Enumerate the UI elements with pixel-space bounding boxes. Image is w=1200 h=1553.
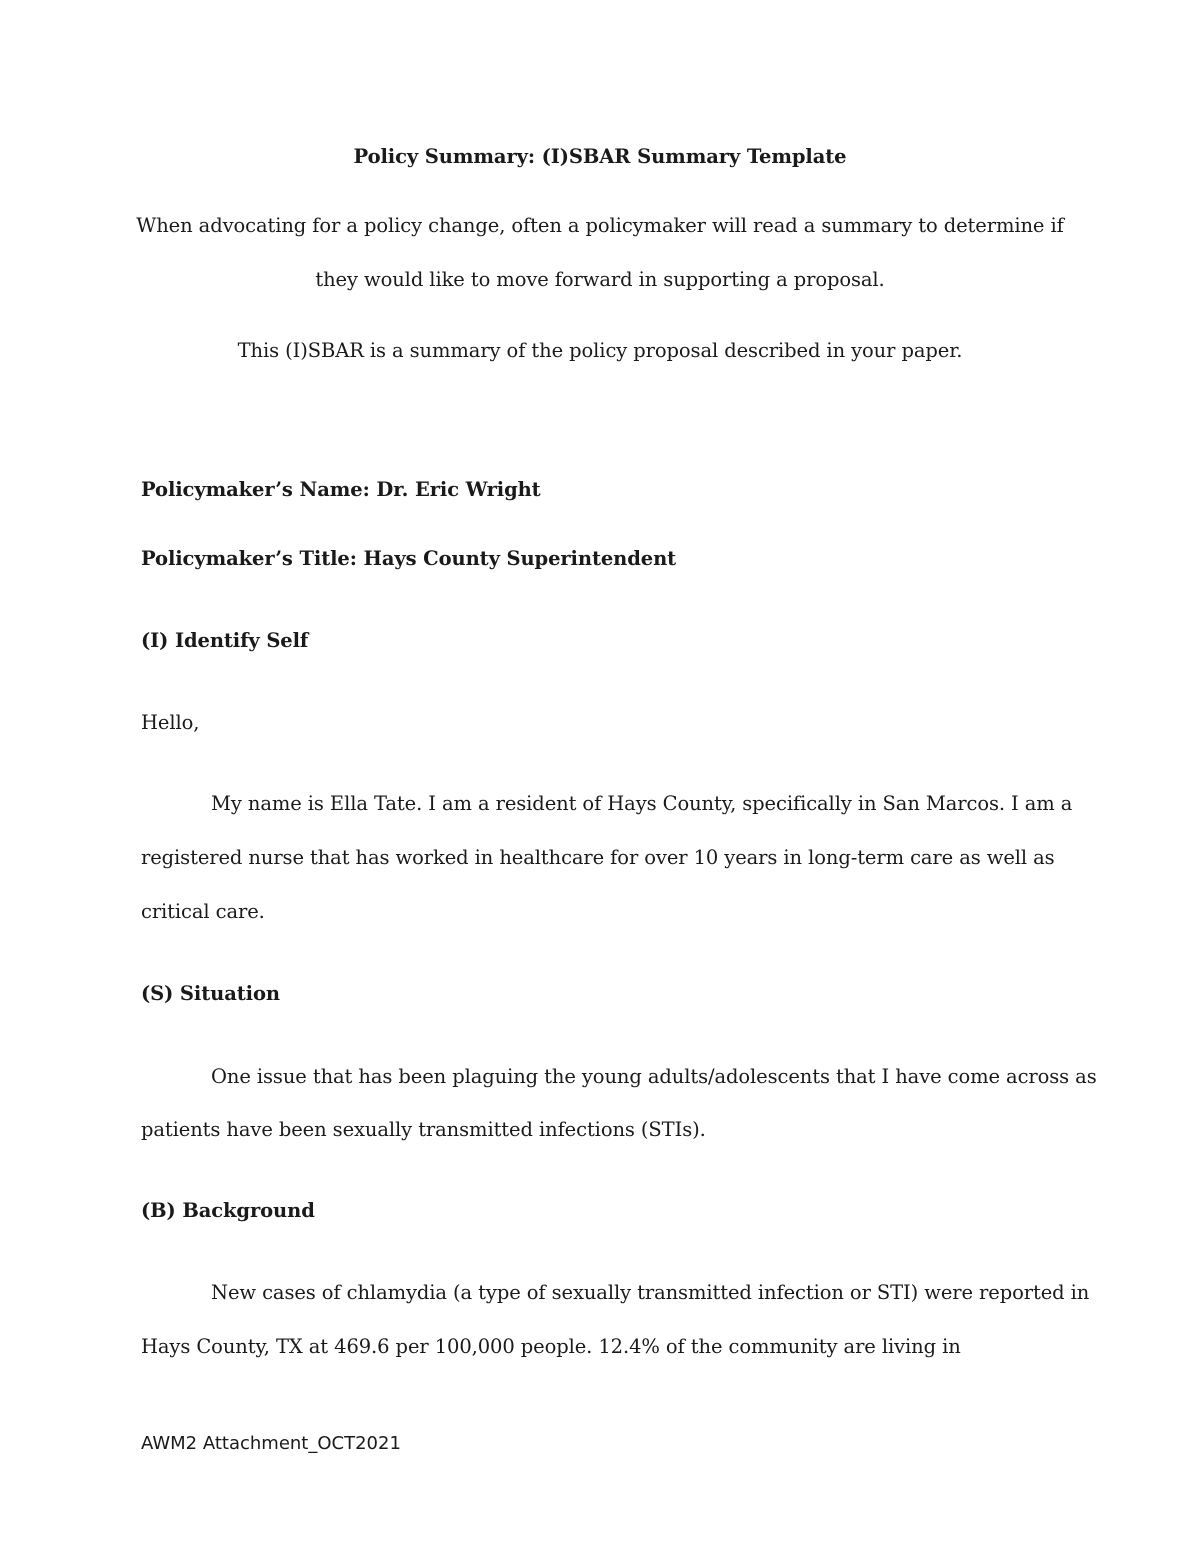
situation-line-1: One issue that has been plaguing the young adults/adolescents that I have come across as xyxy=(211,1065,1097,1088)
identify-line-2: registered nurse that has worked in healthcare for over 10 years in long-term care as well as xyxy=(141,846,1055,869)
intro-line-2: they would like to move forward in supporting a proposal. xyxy=(315,268,885,291)
background-line-1: New cases of chlamydia (a type of sexually transmitted infection or STI) were reported in xyxy=(211,1281,1090,1304)
background-line-2: Hays County, TX at 469.6 per 100,000 people. 12.4% of the community are living in xyxy=(141,1335,961,1358)
page-footer: AWM2 Attachment_OCT2021 xyxy=(141,1433,401,1454)
greeting: Hello, xyxy=(141,711,200,734)
document-title: Policy Summary: (I)SBAR Summary Template xyxy=(353,145,847,168)
situation-line-2: patients have been sexually transmitted infections (STIs). xyxy=(141,1118,706,1141)
section-heading-identify: (I) Identify Self xyxy=(141,629,309,652)
identify-line-3: critical care. xyxy=(141,900,265,923)
intro-line-3: This (I)SBAR is a summary of the policy proposal described in your paper. xyxy=(237,339,963,362)
intro-line-1: When advocating for a policy change, often a policymaker will read a summary to determine if xyxy=(136,214,1064,237)
policymaker-name: Policymaker’s Name: Dr. Eric Wright xyxy=(141,478,541,501)
section-heading-situation: (S) Situation xyxy=(141,982,280,1005)
identify-line-1: My name is Ella Tate. I am a resident of Hays County, specifically in San Marcos. I am a xyxy=(211,792,1073,815)
section-heading-background: (B) Background xyxy=(141,1199,315,1222)
policymaker-title: Policymaker’s Title: Hays County Superintendent xyxy=(141,547,677,570)
